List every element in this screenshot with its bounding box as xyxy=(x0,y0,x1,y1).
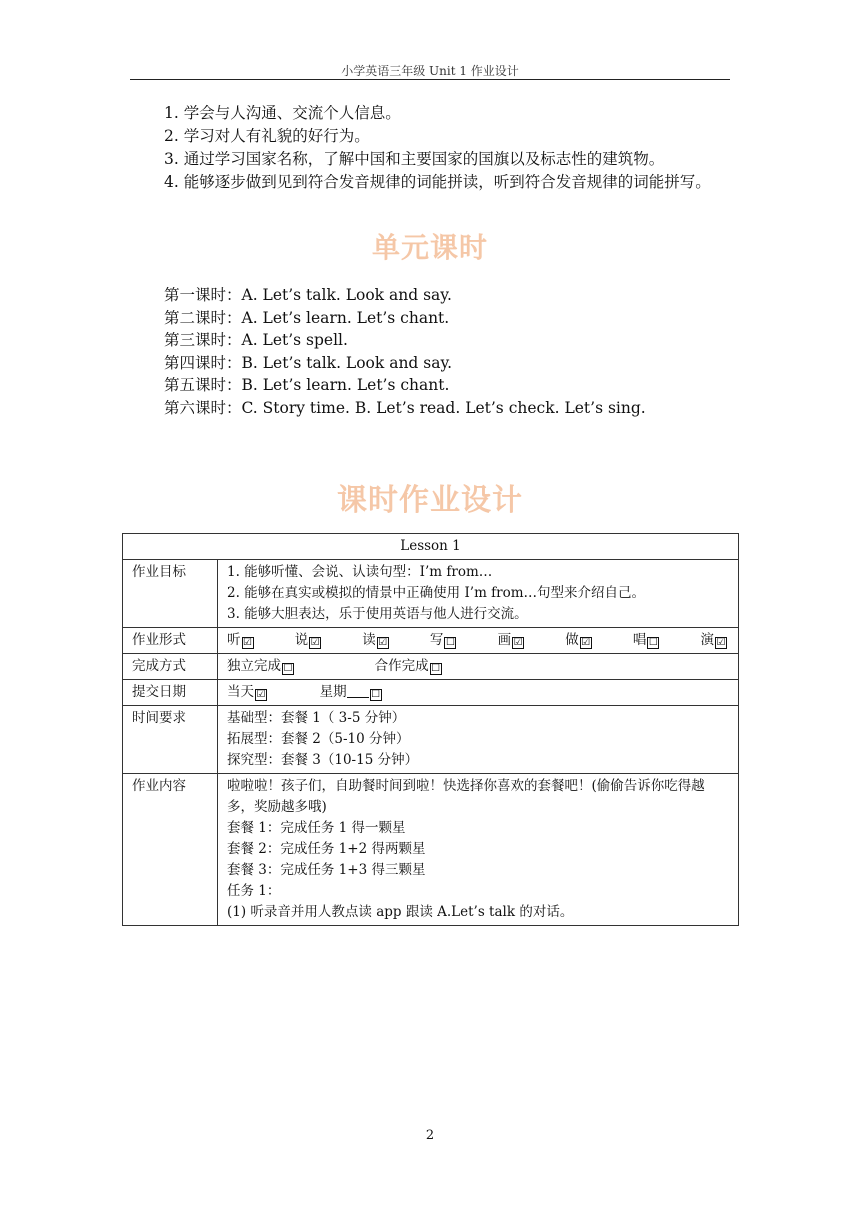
lesson-item: 第五课时：B. Let’s learn. Let’s chant. xyxy=(164,376,450,394)
form-options xyxy=(227,630,729,651)
table-row xyxy=(123,560,739,628)
table-row xyxy=(123,774,739,926)
time-item: 探究型：套餐 3（10-15 分钟） xyxy=(227,752,419,768)
checkbox-icon[interactable]: ☐ xyxy=(445,637,455,648)
content-item: 套餐 2：完成任务 1+2 得两颗星 xyxy=(227,841,426,857)
form-cell xyxy=(218,628,739,654)
form-option[interactable]: 唱 ☐ xyxy=(632,632,658,648)
lesson-item: 第四课时：B. Let’s talk. Look and say. xyxy=(164,353,453,372)
mode-label: 完成方式 xyxy=(123,654,218,680)
content-label: 作业内容 xyxy=(123,774,218,926)
unit-lessons-list xyxy=(164,284,646,419)
lesson-item: 第一课时：A. Let’s talk. Look and say. xyxy=(164,286,452,304)
form-option[interactable]: 读 ☑ xyxy=(362,632,388,648)
goal-item: 3. 通过学习国家名称，了解中国和主要国家的国旗以及标志性的建筑物。 xyxy=(164,150,665,168)
date-label: 提交日期 xyxy=(123,680,218,706)
mode-cell xyxy=(218,654,739,680)
goal-cell xyxy=(218,560,739,628)
checkbox-icon[interactable]: ☑ xyxy=(513,637,523,648)
homework-goal: 3. 能够大胆表达，乐于使用英语与他人进行交流。 xyxy=(227,606,528,622)
unit-lessons-title: 单元课时 xyxy=(371,231,488,264)
date-option[interactable]: 星期 ☐ xyxy=(319,684,381,700)
goal-item: 2. 学习对人有礼貌的好行为。 xyxy=(164,127,370,145)
table-row xyxy=(123,534,739,560)
form-option[interactable]: 说 ☑ xyxy=(294,632,320,648)
checkbox-icon[interactable]: ☑ xyxy=(378,637,388,648)
content-item: 任务 1： xyxy=(227,883,281,899)
form-option[interactable]: 听 ☑ xyxy=(227,632,252,648)
mode-option[interactable]: 合作完成 ☐ xyxy=(374,658,441,674)
time-cell xyxy=(218,706,739,774)
checkbox-icon[interactable]: ☑ xyxy=(243,637,252,648)
goal-item: 1. 学会与人沟通、交流个人信息。 xyxy=(164,104,401,122)
checkbox-icon[interactable]: ☐ xyxy=(431,663,441,674)
date-cell xyxy=(218,680,739,706)
lesson-item: 第二课时：A. Let’s learn. Let’s chant. xyxy=(164,308,450,327)
content-item: 套餐 3：完成任务 1+3 得三颗星 xyxy=(227,862,426,878)
time-item: 拓展型：套餐 2（5-10 分钟） xyxy=(227,731,410,747)
form-option[interactable]: 写 ☐ xyxy=(429,632,455,648)
unit-goals xyxy=(130,102,740,194)
time-label: 时间要求 xyxy=(123,706,218,774)
homework-design-title: 课时作业设计 xyxy=(337,483,523,518)
checkbox-icon[interactable]: ☑ xyxy=(716,637,726,648)
header-divider xyxy=(130,79,730,80)
checkbox-icon[interactable]: ☑ xyxy=(256,689,266,700)
table-row xyxy=(123,654,739,680)
goal-label: 作业目标 xyxy=(123,560,218,628)
goal-item: 4. 能够逐步做到见到符合发音规律的词能拼读，听到符合发音规律的词能拼写。 xyxy=(164,173,711,191)
homework-table xyxy=(122,533,739,926)
lesson-item: 第六课时：C. Story time. B. Let’s read. Let’s check. Let’s sing. xyxy=(164,398,646,417)
homework-goal: 2. 能够在真实或模拟的情景中正确使用 I’m from…句型来介绍自己。 xyxy=(227,585,646,601)
checkbox-icon[interactable]: ☐ xyxy=(648,637,658,648)
form-label: 作业形式 xyxy=(123,628,218,654)
content-item: (1) 听录音并用人教点读 app 跟读 A.Let’s talk 的对话。 xyxy=(227,904,574,920)
form-option[interactable]: 演 ☑ xyxy=(700,632,726,648)
mode-option[interactable]: 独立完成 ☐ xyxy=(227,658,293,674)
checkbox-icon[interactable]: ☐ xyxy=(371,689,381,700)
table-row xyxy=(123,680,739,706)
homework-goal: 1. 能够听懂、会说、认读句型：I’m from… xyxy=(227,564,493,580)
checkbox-icon[interactable]: ☑ xyxy=(581,637,591,648)
lesson-caption: Lesson 1 xyxy=(123,534,739,560)
content-cell xyxy=(218,774,739,926)
checkbox-icon[interactable]: ☑ xyxy=(310,637,320,648)
table-row xyxy=(123,628,739,654)
date-option[interactable]: 当天 ☑ xyxy=(227,684,266,700)
content-item: 套餐 1：完成任务 1 得一颗星 xyxy=(227,820,406,836)
page-number: 2 xyxy=(425,1128,435,1143)
table-row xyxy=(123,706,739,774)
content-item: 啦啦啦！孩子们，自助餐时间到啦！快选择你喜欢的套餐吧！(偷偷告诉你吃得越多，奖励越多哦) xyxy=(227,778,705,815)
form-option[interactable]: 画 ☑ xyxy=(497,632,523,648)
date-blank[interactable] xyxy=(347,683,369,698)
checkbox-icon[interactable]: ☐ xyxy=(283,663,293,674)
page-header: 小学英语三年级 Unit 1 作业设计 xyxy=(341,64,519,78)
form-option[interactable]: 做 ☑ xyxy=(565,632,591,648)
lesson-item: 第三课时：A. Let’s spell. xyxy=(164,331,348,349)
time-item: 基础型：套餐 1（ 3-5 分钟） xyxy=(227,710,406,726)
